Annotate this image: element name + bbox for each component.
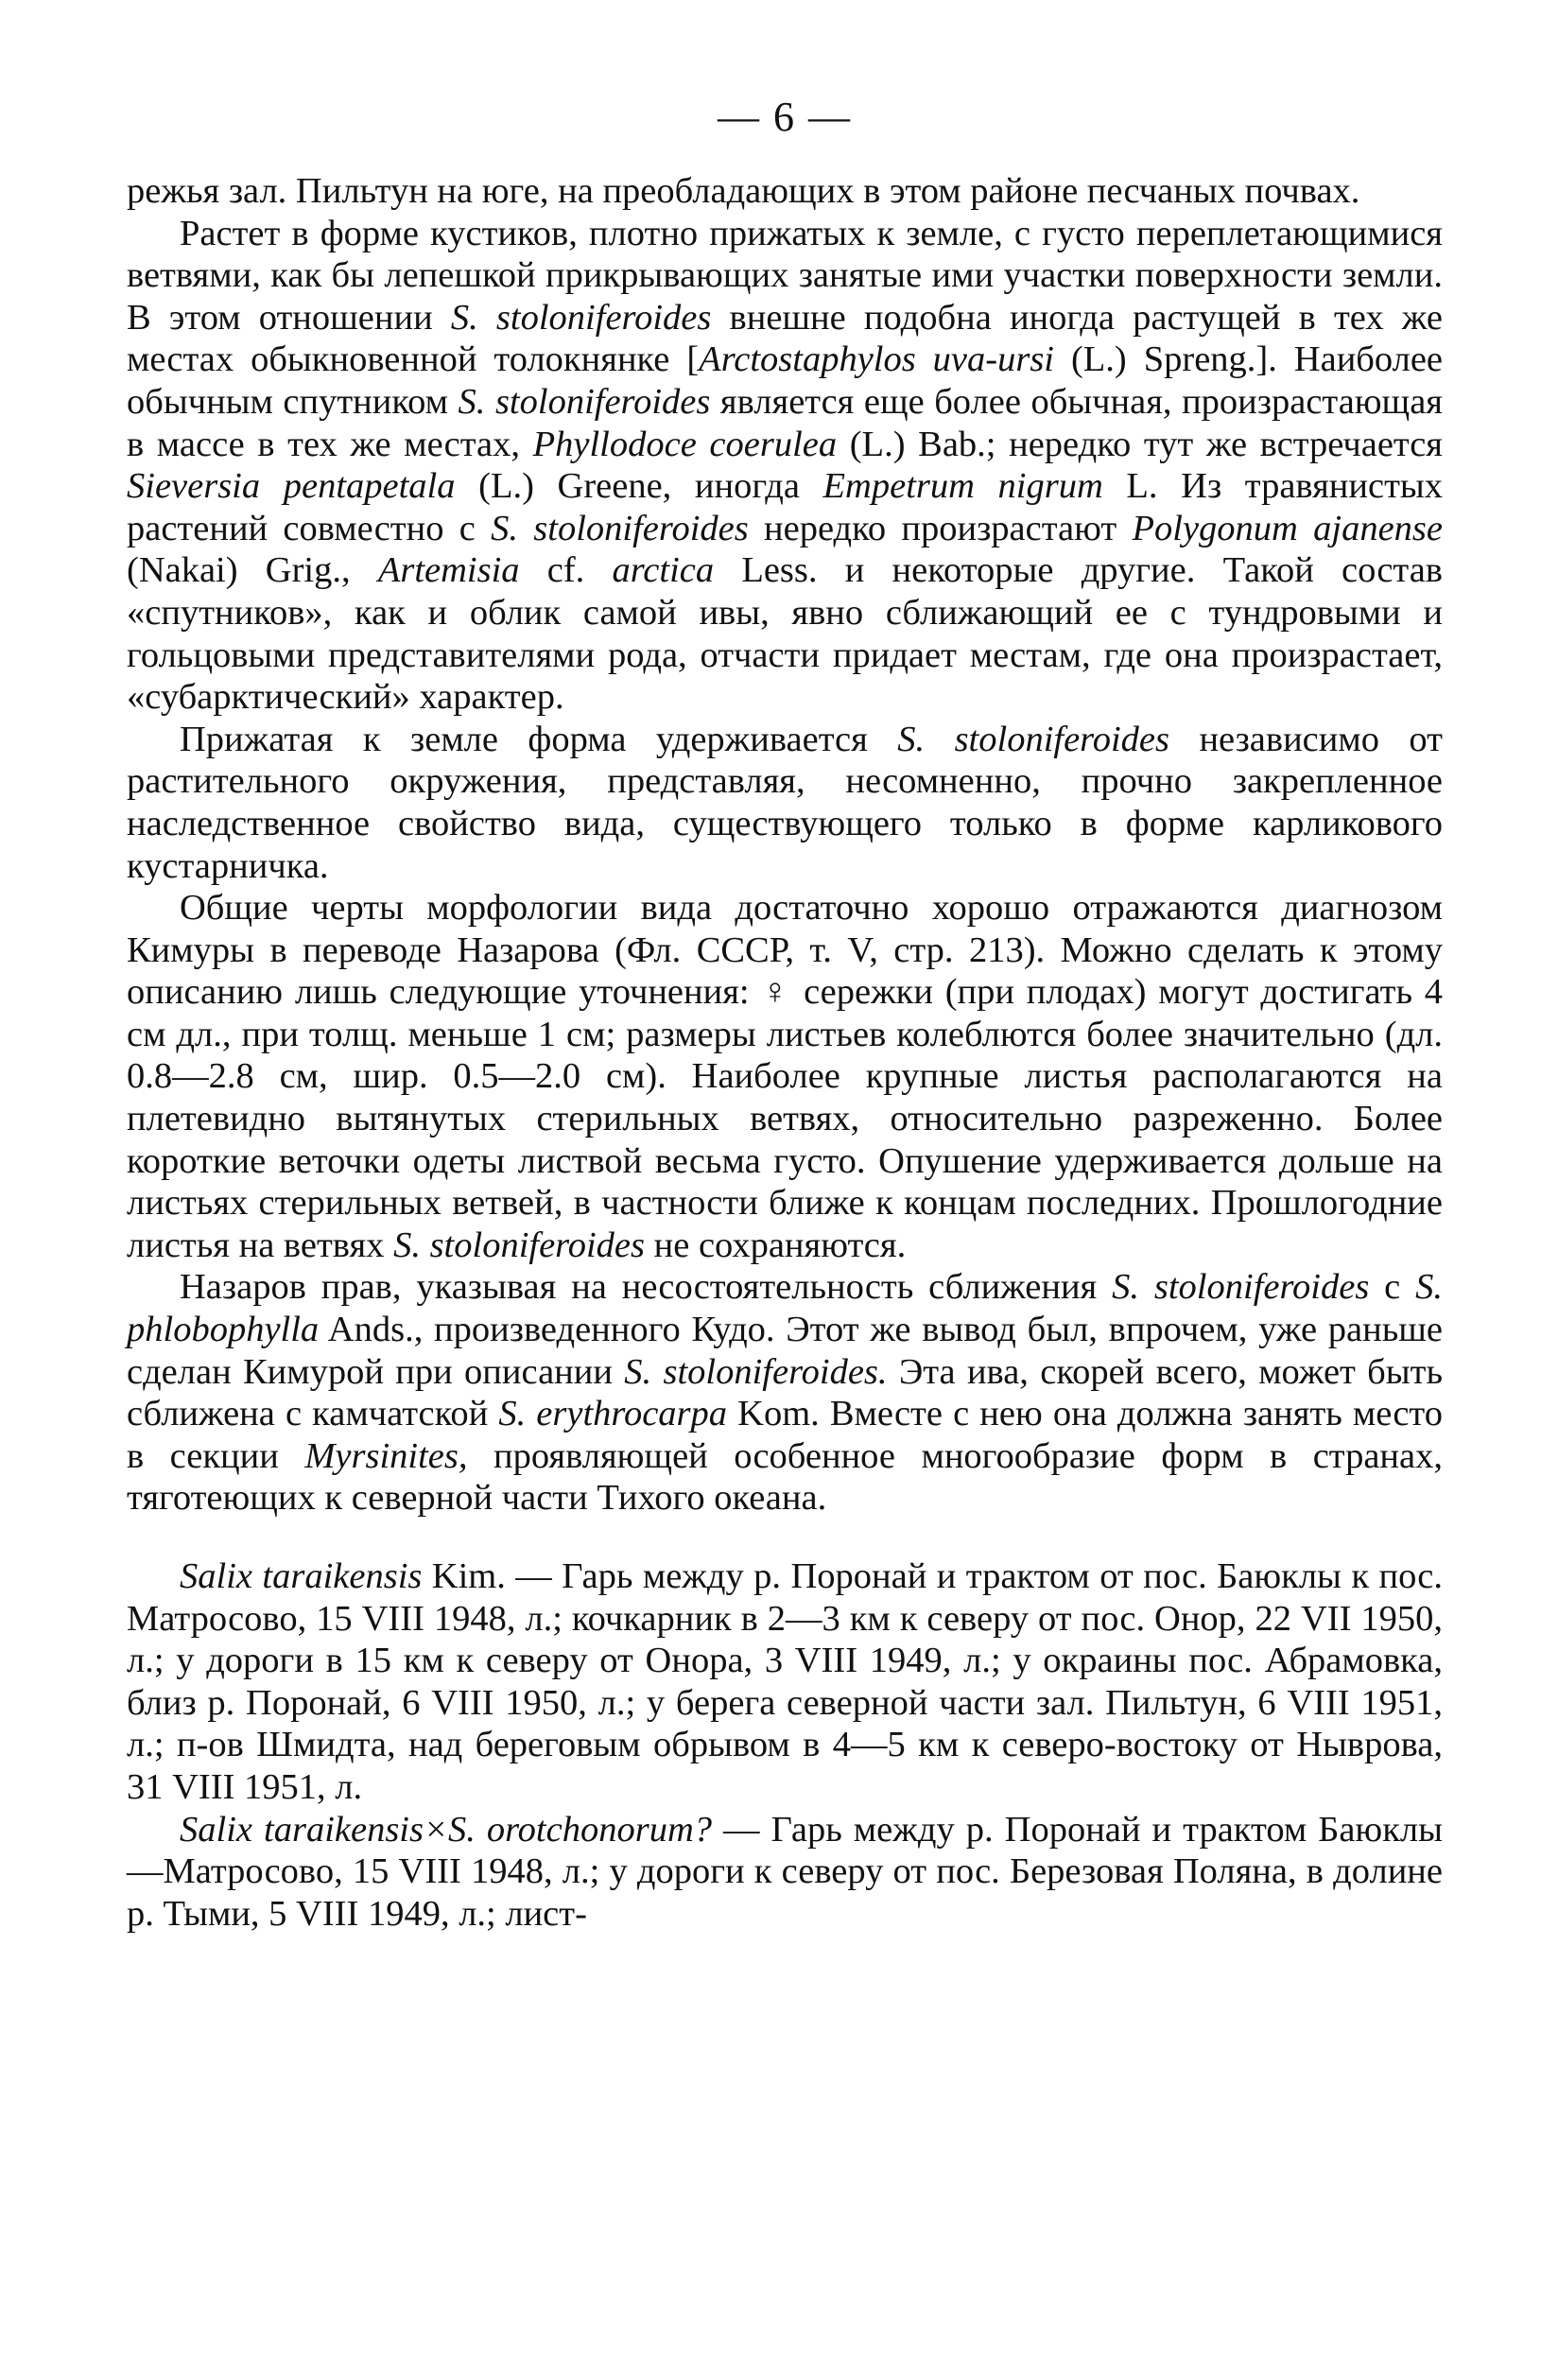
- text-run: внешне подобна иногда растущей в тех же местах обыкновенной толокнянке [: [127, 297, 1443, 380]
- italic-run: Salix taraikensis×S. orotchonorum?: [180, 1809, 712, 1850]
- text-run: нередко произрастают: [748, 508, 1133, 548]
- text-run: Растет в форме кустиков, плотно прижатых к земле, с густо переплетающимися ветвями, как бы лепешкой прикрывающих занятые ими участки поверхности земли. В этом отношении: [127, 213, 1443, 338]
- paragraph: [127, 887, 1443, 1266]
- text-run: Kom. Вместе с нею она должна занять место в секции: [127, 1394, 1443, 1476]
- italic-run: Salix taraikensis: [180, 1556, 423, 1596]
- italic-run: Phyllodoce coerulea: [532, 424, 838, 464]
- text-run: L. Из травянистых растений совместно с: [127, 466, 1444, 548]
- italic-run: Myrsinites,: [304, 1435, 468, 1476]
- italic-run: arctica: [612, 550, 715, 591]
- italic-run: S. erythrocarpa: [498, 1394, 728, 1434]
- text-run: (Nakai) Grig.,: [127, 550, 378, 591]
- italic-run: S. stoloniferoides: [897, 719, 1169, 759]
- text-run: с: [1369, 1267, 1416, 1308]
- text-run: — Гарь между р. Поронай и трактом Баюклы—Матросово, 15 VIII 1948, л.; у дороги к северу от пос. Березовая Поляна, в долине р. Тыми, 5 VIII 1949, л.; лист-: [127, 1809, 1443, 1934]
- italic-run: S. stoloniferoides: [458, 381, 711, 422]
- paragraph: [127, 1555, 1443, 1809]
- text-run: Ands., произведенного Кудо. Этот же вывод был, впрочем, уже раньше сделан Кимурой при описании: [127, 1310, 1443, 1392]
- italic-run: S. stoloniferoides: [1112, 1267, 1370, 1308]
- document-page: [127, 91, 1443, 1935]
- italic-run: S. stoloniferoides: [491, 508, 749, 548]
- page-number: — 6 —: [718, 94, 852, 140]
- paragraph: [127, 213, 1443, 719]
- text-run: не сохраняются.: [645, 1225, 907, 1265]
- paragraph: [127, 170, 1443, 213]
- italic-run: Arctostaphylos uva-ursi: [699, 339, 1055, 380]
- paragraph: [127, 1809, 1443, 1936]
- text-run: Прижатая к земле форма удерживается: [180, 719, 898, 759]
- text-run: независимо от растительного окружения, представляя, несомненно, прочно закрепленное наследственное свойство вида, существующего только в форме карликового кустарничка.: [127, 719, 1443, 886]
- italic-run: S. phlobophylla: [127, 1267, 1444, 1350]
- text-run: Назаров прав, указывая на несостоятельность сближения: [180, 1267, 1113, 1308]
- text-run: cf.: [519, 550, 613, 591]
- italic-run: S. stoloniferoides.: [624, 1351, 888, 1392]
- italic-run: Polygonum ajanense: [1132, 508, 1443, 548]
- italic-run: Sieversia pentapetala: [127, 466, 456, 507]
- italic-run: S. stoloniferoides: [393, 1225, 645, 1265]
- text-run: проявляющей особенное многообразие форм в странах, тяготеющих к северной части Тихого океана.: [127, 1435, 1443, 1519]
- italic-run: S. stoloniferoides: [450, 297, 712, 338]
- text-run: Общие черты морфологии вида достаточно хорошо отражаются диагнозом Кимуры в переводе Назарова (Фл. СССР, т. V, стр. 213). Можно сделать к этому описанию лишь следующие уточнения: ♀ сережки (при плодах) могут достигать 4 см дл., при толщ. меньше 1 см; размеры листьев колеблются более значительно (дл. 0.8—2.8 см, шир. 0.5—2.0 см). Наиболее крупные листья располагаются на плетевидно вытянутых стерильных ветвях, относительно разреженно. Более короткие веточки одеты листвой весьма густо. Опушение удерживается дольше на листьях стерильных ветвей, в частности ближе к концам последних. Прошлогодние листья на ветвях: [127, 888, 1443, 1265]
- text-run: (L.) Greene, иногда: [455, 466, 823, 507]
- paragraph: [127, 1266, 1443, 1520]
- section-gap: [127, 1520, 1443, 1555]
- text-run: (L.) Bab.; нередко тут же встречается: [837, 424, 1443, 464]
- paragraph: [127, 719, 1443, 887]
- italic-run: Artemisia: [377, 550, 520, 591]
- text-run: (L.) Spreng.]. Наиболее обычным спутником: [127, 339, 1444, 422]
- body-text: [127, 170, 1443, 1935]
- text-run: является еще более обычная, произрастающая в массе в тех же местах,: [127, 381, 1443, 464]
- text-run: Эта ива, скорей всего, может быть сближена с камчатской: [127, 1351, 1444, 1434]
- text-run: режья зал. Пильтун на юге, на преобладающих в этом районе песчаных почвах.: [127, 171, 1360, 211]
- italic-run: Empetrum nigrum: [822, 466, 1103, 507]
- text-run: Kim. — Гарь между р. Поронай и трактом от пос. Баюклы к пос. Матросово, 15 VIII 1948, л.; кочкарник в 2—3 км к северу от пос. Онор, 22 VII 1950, л.; у дороги в 15 км к северу от Онора, 3 VIII 1949, л.; у окраины пос. Абрамовка, близ р. Поронай, 6 VIII 1950, л.; у берега северной части зал. Пильтун, 6 VIII 1951, л.; п-ов Шмидта, над береговым обрывом в 4—5 км к северо-востоку от Ныврова, 31 VIII 1951, л.: [127, 1556, 1443, 1807]
- text-run: Less. и некоторые другие. Такой состав «спутников», как и облик самой ивы, явно сближающий ее с тундровыми и гольцовыми представителями рода, отчасти придает местам, где она произрастает, «субарктический» характер.: [127, 550, 1443, 718]
